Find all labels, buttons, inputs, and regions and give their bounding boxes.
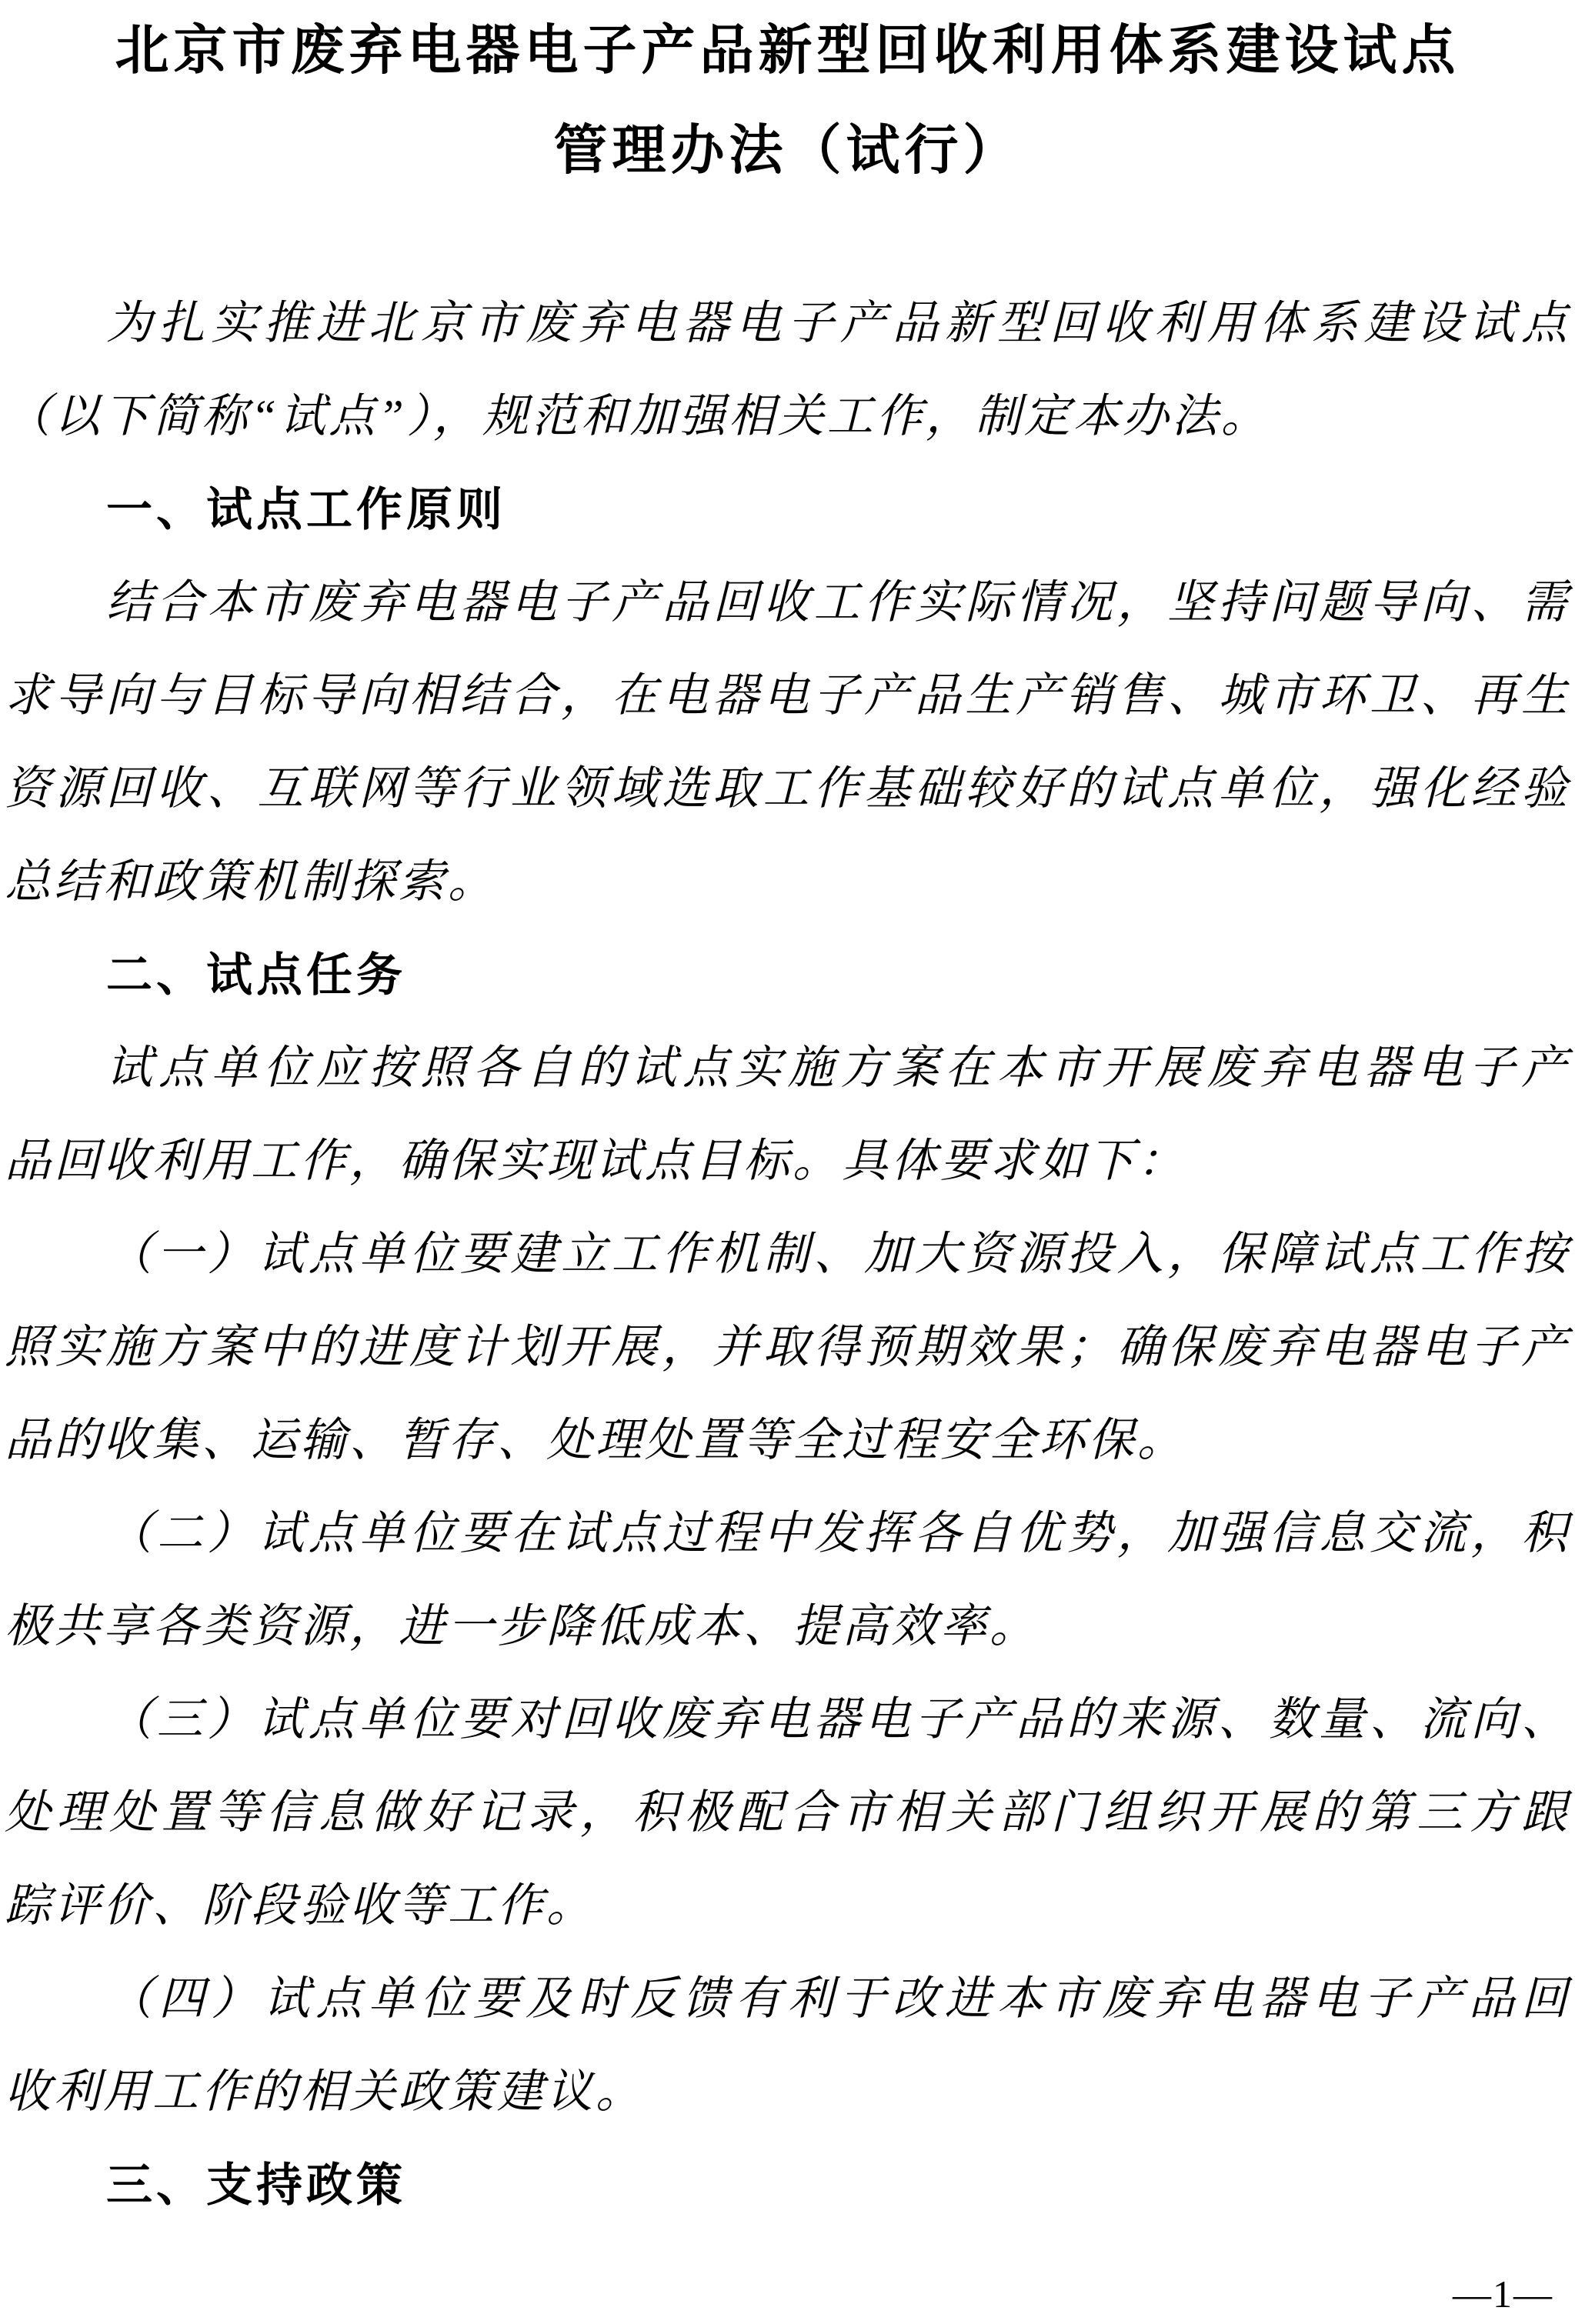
- page-number: —1—: [1453, 2272, 1553, 2316]
- paragraph-line: 照实施方案中的进度计划开展，并取得预期效果；确保废弃电器电子产: [5, 1322, 1570, 1372]
- paragraph-line: 总结和政策机制探索。: [5, 856, 497, 907]
- paragraph-line: （四）试点单位要及时反馈有利于改进本市废弃电器电子产品回: [106, 1973, 1570, 2024]
- paragraph-line: 收利用工作的相关政策建议。: [5, 2066, 645, 2117]
- paragraph-line: 结合本市废弃电器电子产品回收工作实际情况，坚持问题导向、需: [106, 577, 1570, 628]
- paragraph-line: （以下简称“试点”），规范和加强相关工作，制定本办法。: [5, 391, 1270, 442]
- paragraph-line: 踪评价、阶段验收等工作。: [5, 1880, 596, 1931]
- paragraph-line: （一）试点单位要建立工作机制、加大资源投入，保障试点工作按: [106, 1229, 1570, 1279]
- paragraph-line: 品的收集、运输、暂存、处理处置等全过程安全环保。: [5, 1415, 1186, 1465]
- paragraph-line: 极共享各类资源，进一步降低成本、提高效率。: [5, 1601, 1039, 1652]
- title-body-spacer: [5, 200, 1570, 277]
- paragraph-line: 试点单位应按照各自的试点实施方案在本市开展废弃电器电子产: [106, 1042, 1570, 1093]
- paragraph-line: 品回收利用工作，确保实现试点目标。具体要求如下：: [5, 1135, 1186, 1186]
- section-heading: 三、支持政策: [106, 2159, 406, 2211]
- document-title-line-1: 北京市废弃电器电子产品新型回收利用体系建设试点: [115, 20, 1460, 80]
- paragraph-line: 为扎实推进北京市废弃电器电子产品新型回收利用体系建设试点: [106, 298, 1570, 348]
- document-title-line-2: 管理办法（试行）: [553, 120, 1022, 180]
- paragraph-line: 资源回收、互联网等行业领域选取工作基础较好的试点单位，强化经验: [5, 763, 1570, 814]
- paragraph-line: 求导向与目标导向相结合，在电器电子产品生产销售、城市环卫、再生: [5, 670, 1570, 721]
- section-heading: 二、试点任务: [106, 949, 406, 1001]
- paragraph-line: （二）试点单位要在试点过程中发挥各自优势，加强信息交流，积: [106, 1508, 1570, 1559]
- paragraph-line: （三）试点单位要对回收废弃电器电子产品的来源、数量、流向、: [106, 1694, 1570, 1745]
- paragraph-line: 处理处置等信息做好记录，积极配合市相关部门组织开展的第三方跟: [5, 1787, 1570, 1838]
- section-heading: 一、试点工作原则: [106, 484, 506, 535]
